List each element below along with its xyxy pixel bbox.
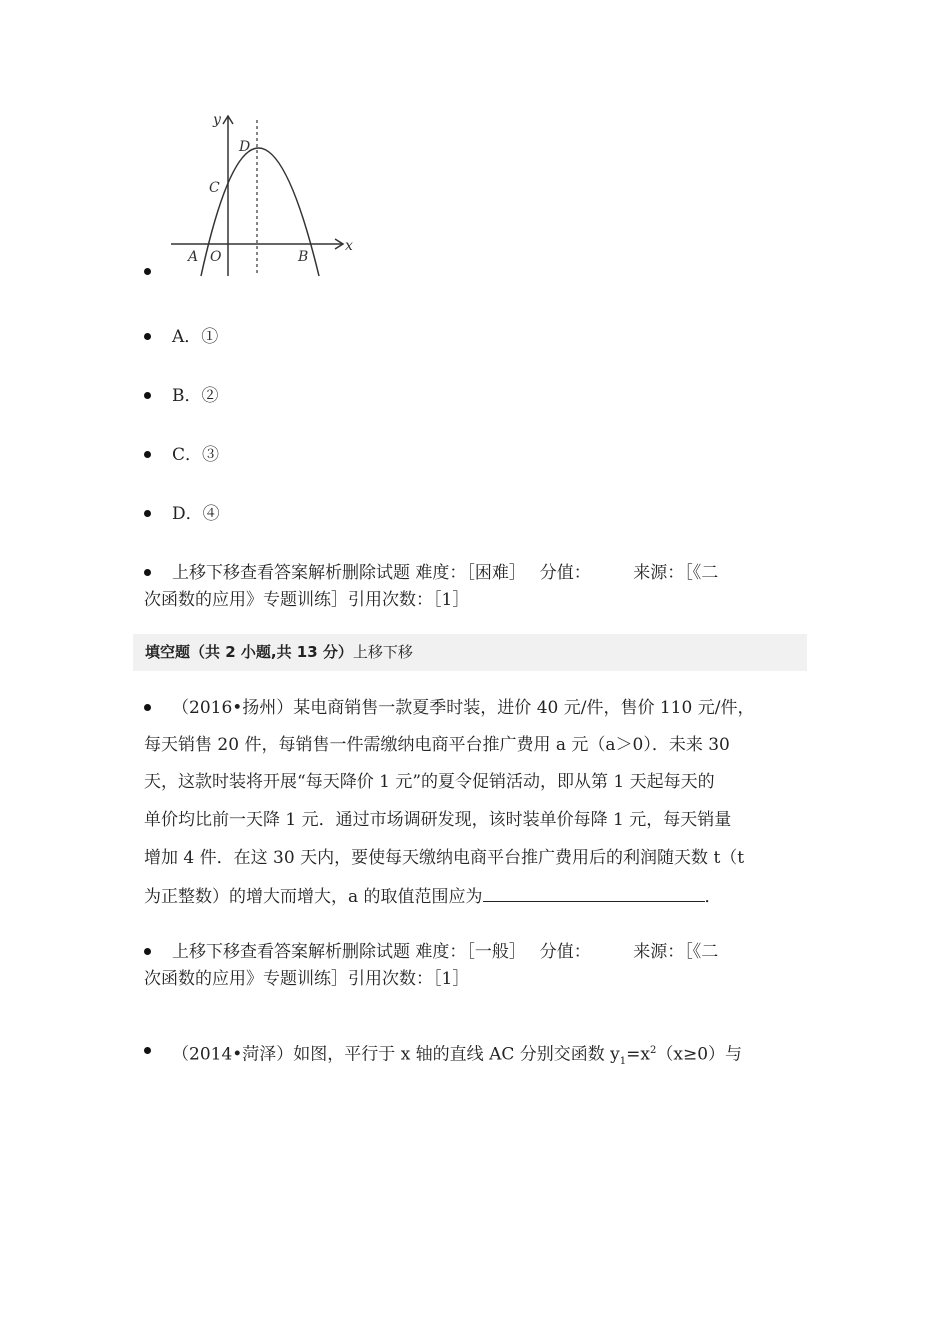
question-text-line: 每天销售 20 件，每销售一件需缴纳电商平台推广费用 a 元（a＞0）．未来 30	[144, 735, 730, 755]
question-meta-line[interactable]: 上移下移查看答案解析删除试题 难度：［困难］ 分值： 来源：［《二	[172, 563, 719, 583]
list-bullet	[144, 704, 151, 711]
list-bullet	[144, 451, 151, 458]
label-x: x	[345, 238, 353, 254]
superscript: 2	[650, 1045, 657, 1056]
section-header	[133, 634, 807, 671]
option-d[interactable]: D．④	[172, 504, 220, 524]
question-text-line: （2016•扬州）某电商销售一款夏季时装，进价 40 元/件，售价 110 元/件，	[172, 698, 755, 718]
section-move-controls[interactable]: 上移下移	[352, 643, 413, 661]
question-text-line	[172, 1040, 742, 1073]
option-a[interactable]: A．①	[172, 327, 219, 347]
label-B: B	[298, 249, 309, 265]
question-meta-line: 次函数的应用》专题训练］引用次数：［1］	[144, 590, 470, 610]
label-C: C	[209, 180, 220, 196]
list-bullet	[144, 333, 151, 340]
section-title: 填空题（共 2 小题,共 13 分）	[145, 643, 353, 661]
label-A: A	[188, 249, 199, 265]
label-D: D	[239, 139, 251, 155]
list-bullet	[144, 569, 151, 576]
answer-blank[interactable]	[483, 885, 705, 902]
parabola-graph	[165, 108, 365, 283]
question-text: =x	[626, 1044, 651, 1065]
list-bullet	[144, 948, 151, 955]
label-O: O	[210, 249, 222, 265]
question-text-line	[144, 885, 722, 908]
list-bullet	[144, 392, 151, 399]
option-b[interactable]: B．②	[172, 386, 219, 406]
question-text-end: ．	[704, 887, 722, 907]
question-text: （x≥0）与	[656, 1044, 743, 1065]
list-bullet	[144, 1047, 151, 1054]
question-text-line: 单价均比前一天降 1 元．通过市场调研发现，该时装单价每降 1 元，每天销量	[144, 810, 732, 830]
question-meta-line: 次函数的应用》专题训练］引用次数：［1］	[144, 969, 470, 989]
question-text: 为正整数）的增大而增大，a 的取值范围应为	[144, 887, 483, 907]
option-c[interactable]: C．③	[172, 445, 220, 465]
question-text-line: 天，这款时装将开展“每天降价 1 元”的夏令促销活动，即从第 1 天起每天的	[144, 772, 715, 792]
list-bullet	[144, 510, 151, 517]
subscript: 1	[619, 1056, 627, 1068]
question-meta-line[interactable]: 上移下移查看答案解析删除试题 难度：［一般］ 分值： 来源：［《二	[172, 942, 719, 962]
question-text: （2014•菏泽）如图，平行于 x 轴的直线 AC 分别交函数 y	[172, 1044, 620, 1065]
list-bullet	[144, 268, 151, 275]
label-y: y	[213, 112, 221, 128]
question-text-line: 增加 4 件．在这 30 天内，要使每天缴纳电商平台推广费用后的利润随天数 t（t	[144, 848, 745, 868]
